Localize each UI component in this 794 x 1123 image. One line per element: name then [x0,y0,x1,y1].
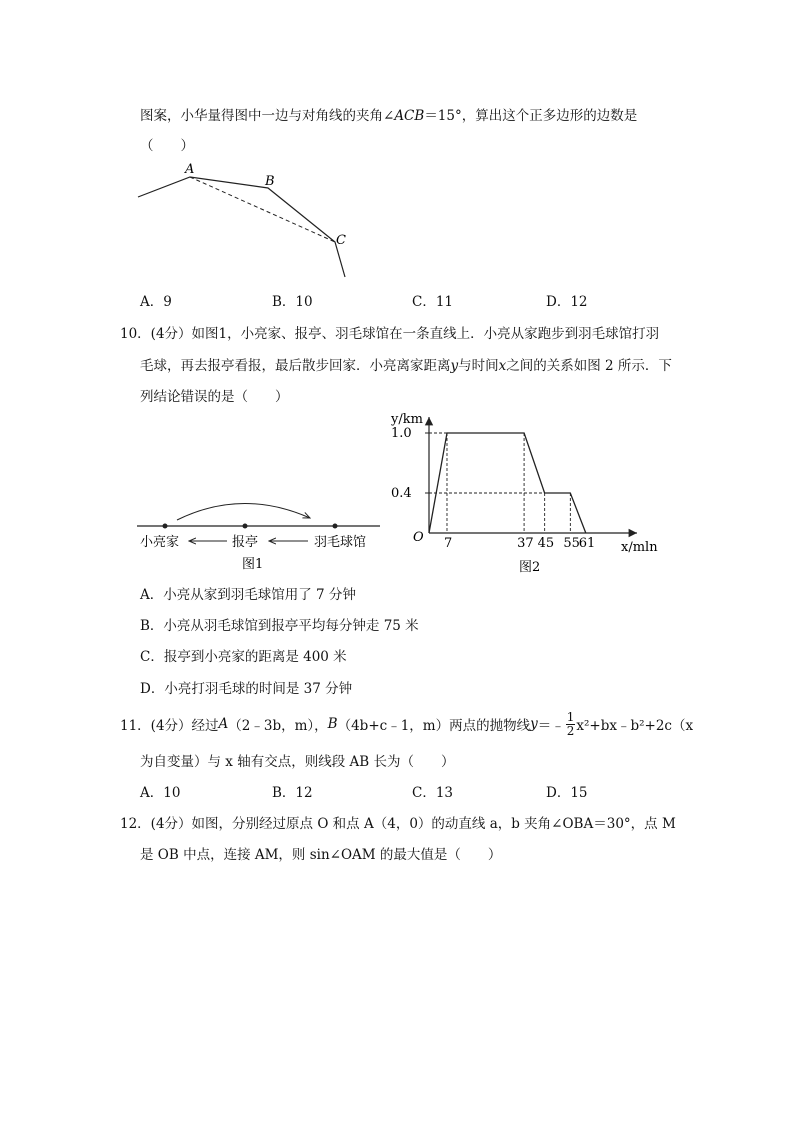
label-home: 小亮家 [140,535,180,550]
q11-option-b[interactable]: B．12 [272,785,313,801]
distance-series-line [429,433,586,533]
label-gym: 羽毛球馆 [314,535,367,550]
q9-polygon-figure [130,160,370,285]
q10-text-line2: 毛球，再去报亭看报，最后散步回家．小亮离家距离y与时间x之间的关系如图 2 所示．下 [140,358,672,374]
q10-option-d[interactable]: D．小亮打羽毛球的时间是 37 分钟 [140,681,353,697]
y-tick-label: 1.0 [391,426,412,441]
q12-text-line1: 12．(4分）如图，分别经过原点 O 和点 A（4，0）的动直线 a，b 夹角∠OBA＝30°，点 M [120,816,676,832]
x-tick-label: 55 [563,536,580,551]
figure1-caption: 图1 [242,557,264,572]
q11-option-c[interactable]: C．13 [412,785,454,801]
q10-option-a[interactable]: A．小亮从家到羽毛球馆用了 7 分钟 [140,587,356,603]
q9-option-c[interactable]: C．11 [412,294,454,310]
x-axis-label: x/mln [621,540,658,555]
q9-option-d[interactable]: D．12 [546,294,588,310]
y-tick-label: 0.4 [391,486,412,501]
point-label-c: C [336,233,346,248]
y-axis-label: y/km [391,412,423,427]
x-tick-label: 37 [517,536,534,551]
x-tick-label: 61 [578,536,596,551]
q11-text-line1: 11．(4分）经过 A （2﹣3b，m）， B （4b+c﹣1，m）两点的抛物线 y ＝﹣ $\frac{1}{2}$ x²+bx﹣b²+2c（x [120,709,694,738]
q10-option-b[interactable]: B．小亮从羽毛球馆到报亭平均每分钟走 75 米 [140,618,419,634]
figure2-caption: 图2 [519,560,541,575]
q11-option-a[interactable]: A．10 [140,785,181,801]
q10-text-line1: 10．(4分）如图1，小亮家、报亭、羽毛球馆在一条直线上．小亮从家跑步到羽毛球馆打羽 [120,326,660,342]
gym-dot [333,524,338,529]
q11-options [0,781,794,801]
x-tick-label: 45 [537,536,555,551]
home-dot [163,524,168,529]
q9-option-a[interactable]: A．9 [140,294,172,310]
fraction-one-half: $\frac{1}{2}$ [566,709,575,738]
q9-text-line1: 图案，小华量得图中一边与对角线的夹角∠ACB＝15°，算出这个正多边形的边数是 [140,108,638,124]
q10-figure2-chart [385,405,675,580]
label-kiosk: 报亭 [232,535,259,550]
origin-label: O [413,530,424,545]
point-label-b: B [265,174,275,189]
q9-options [0,290,794,310]
q12-text-line2: 是 OB 中点，连接 AM，则 sin∠OAM 的最大值是（ ） [140,847,502,863]
q10-option-c[interactable]: C．报亭到小亮家的距离是 400 米 [140,649,347,665]
q9-option-b[interactable]: B．10 [272,294,313,310]
x-tick-label: 7 [443,536,453,551]
q9-answer-paren: （ ） [140,138,194,154]
q10-text-line3: 列结论错误的是（ ） [140,389,289,405]
q10-figure1 [132,490,382,575]
q11-option-d[interactable]: D．15 [546,785,588,801]
kiosk-dot [243,524,248,529]
q11-text-line2: 为自变量）与 x 轴有交点，则线段 AB 长为（ ） [140,754,455,770]
point-label-a: A [185,162,195,177]
